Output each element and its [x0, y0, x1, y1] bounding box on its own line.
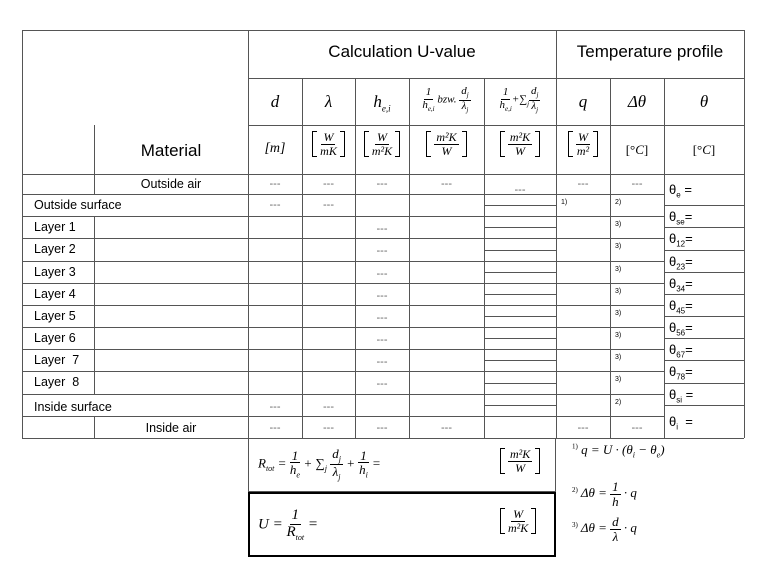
material-header: Material	[140, 141, 202, 160]
dash: ---	[376, 422, 388, 434]
rtot-unit: $\frac{\text{m²K}}{W}$	[500, 448, 540, 478]
dash: ---	[269, 422, 281, 434]
dash: ---	[269, 401, 281, 413]
theta-23: $\theta_{23}=$	[669, 254, 693, 272]
dash: ---	[376, 223, 388, 235]
dash: ---	[441, 178, 452, 190]
dash: ---	[577, 422, 589, 434]
symbol-resistance: $\frac{1}{h_{e,i}}$ bzw. $\frac{d_j}{\lambda_j}$	[422, 85, 469, 114]
theta-78: $\theta_{78}=$	[669, 364, 693, 382]
dash: ---	[269, 178, 281, 190]
symbol-lambda: λ	[324, 92, 333, 111]
dash: ---	[441, 422, 452, 434]
note-marker-3: 3)	[615, 376, 622, 383]
dash: ---	[323, 422, 334, 434]
unit-theta: [°C]	[692, 142, 716, 157]
u-formula: U = $\frac{1}{R_{tot}}$ =	[258, 507, 318, 542]
footnote-3: $^{3)}$ Δθ = $\frac{d}{\lambda}$ · q	[572, 514, 637, 544]
note-marker-3: 3)	[615, 266, 622, 273]
theta-34: $\theta_{34}=$	[669, 276, 693, 294]
dash: ---	[577, 178, 589, 190]
row-label-outside-air: Outside air	[140, 177, 202, 191]
dash: ---	[323, 178, 334, 190]
theta-45: $\theta_{45}=$	[669, 298, 693, 316]
dash: ---	[376, 312, 388, 324]
dash: ---	[376, 245, 388, 257]
note-marker-3: 3)	[615, 288, 622, 295]
row-label-inside-surface: Inside surface	[34, 400, 112, 414]
dash: ---	[376, 334, 388, 346]
row-label-outside-surface: Outside surface	[34, 198, 122, 212]
temp-title: Temperature profile	[576, 42, 724, 61]
theta-si: $\theta_{si}$ =	[669, 387, 694, 405]
row-label-layer-8: Layer 8	[34, 375, 80, 389]
dash: ---	[323, 199, 334, 211]
row-label-layer-4: Layer 4	[34, 287, 76, 301]
theta-e: $\theta_e$ =	[669, 182, 692, 200]
unit-dtheta: [°C]	[625, 142, 649, 157]
dash: ---	[376, 378, 388, 390]
footnote-2: $^{2)}$ Δθ = $\frac{1}{h}$ · q	[572, 479, 637, 509]
unit-q: $\frac{W}{\text{m²}}$	[556, 131, 610, 161]
note-marker-2: 2)	[615, 399, 622, 406]
dash: ---	[376, 290, 388, 302]
symbol-theta: θ	[699, 92, 709, 111]
note-marker-3: 3)	[615, 243, 622, 250]
theta-i: $\theta_i$ =	[669, 414, 693, 432]
u-unit: $\frac{W}{\text{m²K}}$	[500, 508, 536, 538]
note-marker-3: 3)	[615, 221, 622, 228]
row-label-layer-6: Layer 6	[34, 331, 76, 345]
note-marker-3: 3)	[615, 354, 622, 361]
unit-h: $\frac{W}{\text{m²K}}$	[355, 131, 409, 161]
row-label-layer-5: Layer 5	[34, 309, 76, 323]
dash: ---	[376, 178, 388, 190]
unit-rtot: $\frac{\text{m²K}}{W}$	[484, 131, 556, 161]
unit-d: [m]	[264, 141, 286, 156]
note-marker-1: 1)	[561, 199, 568, 206]
note-marker-3: 3)	[615, 332, 622, 339]
unit-lambda: $\frac{W}{mK}$	[302, 131, 355, 161]
symbol-d: d	[270, 92, 280, 111]
rtot-formula: $R_{tot}$ = $\frac{1}{h_e}$ + $\sum_j$ $\frac{d_j}{\lambda_j}$ + $\frac{1}{h_i}$ =	[258, 446, 381, 482]
dash: ---	[376, 356, 388, 368]
note-marker-3: 3)	[615, 310, 622, 317]
dash: ---	[514, 184, 526, 196]
symbol-sum: $\frac{1}{h_{e,i}}$ $+\sum_j$ $\frac{d_j}{\lambda_j}$	[499, 85, 539, 114]
symbol-q: q	[578, 92, 588, 111]
footnote-1: $^{1)}$ $q = U \cdot (\theta_i - \theta_e)$	[572, 442, 665, 460]
dash: ---	[323, 401, 334, 413]
dash: ---	[631, 178, 643, 190]
row-label-layer-2: Layer 2	[34, 242, 76, 256]
row-label-layer-3: Layer 3	[34, 265, 76, 279]
theta-12: $\theta_{12}=$	[669, 231, 693, 249]
calc-title: Calculation U-value	[328, 42, 476, 61]
symbol-h: $h_{e,i}$	[373, 92, 391, 114]
unit-r: $\frac{\text{m²K}}{W}$	[409, 131, 484, 161]
symbol-delta-theta: Δθ	[627, 92, 647, 111]
row-label-inside-air: Inside air	[145, 421, 197, 435]
theta-67: $\theta_{67}=$	[669, 342, 693, 360]
dash: ---	[631, 422, 643, 434]
dash: ---	[269, 199, 281, 211]
dash: ---	[376, 268, 388, 280]
row-label-layer-1: Layer 1	[34, 220, 76, 234]
theta-56: $\theta_{56}=$	[669, 320, 693, 338]
note-marker-2: 2)	[615, 199, 622, 206]
row-label-layer-7: Layer 7	[34, 353, 80, 367]
theta-se: $\theta_{se}=$	[669, 209, 693, 227]
